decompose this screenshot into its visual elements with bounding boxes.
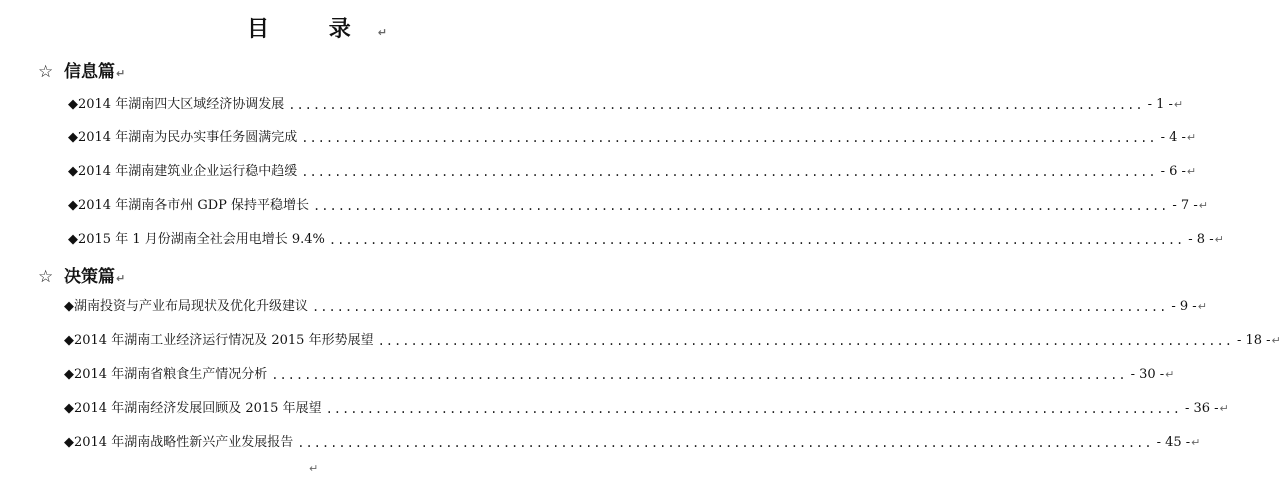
dot-leader: ........................................................................................................: [377, 334, 1233, 348]
paragraph-mark: ↵: [1173, 98, 1184, 111]
dot-leader: ........................................................................................................: [301, 165, 1157, 179]
toc-entry-label[interactable]: ◆2014 年湖南四大区域经济协调发展: [68, 97, 285, 112]
paragraph-mark: ↵: [1271, 334, 1281, 347]
paragraph-mark: ↵: [1191, 436, 1201, 449]
paragraph-mark: ↵: [116, 67, 126, 80]
toc-page-number: - 4 -: [1160, 130, 1186, 145]
dot-leader: ........................................................................................................: [313, 199, 1169, 213]
paragraph-mark: ↵: [1198, 199, 1208, 212]
dot-leader: ........................................................................................................: [271, 368, 1127, 382]
toc-entry[interactable]: [68, 128, 1197, 148]
toc-entry[interactable]: [68, 95, 1184, 115]
toc-entry[interactable]: [64, 331, 1281, 351]
star-icon: ☆: [38, 62, 54, 82]
toc-entry-label[interactable]: ◆2014 年湖南省粮食生产情况分析: [64, 367, 268, 382]
toc-page-number: - 6 -: [1160, 164, 1186, 179]
section-heading-info: [38, 57, 125, 82]
toc-entry[interactable]: [68, 230, 1224, 250]
section-title: 决策篇: [64, 267, 115, 287]
toc-entry[interactable]: [68, 162, 1197, 182]
toc-entry-label[interactable]: ◆2014 年湖南经济发展回顾及 2015 年展望: [64, 401, 322, 416]
toc-page-number: - 45 -: [1156, 435, 1191, 450]
toc-entry[interactable]: [64, 399, 1229, 419]
page-title: [0, 12, 634, 43]
toc-entry[interactable]: [64, 365, 1175, 385]
paragraph-mark: ↵: [1219, 402, 1229, 415]
star-icon: ☆: [38, 267, 54, 287]
toc-page-number: - 18 -: [1236, 333, 1271, 348]
toc-entry[interactable]: [64, 297, 1207, 317]
toc-entry-label[interactable]: ◆2015 年 1 月份湖南全社会用电增长 9.4%: [68, 232, 325, 247]
toc-page-number: - 8 -: [1188, 232, 1214, 247]
section-title: 信息篇: [64, 62, 115, 82]
toc-page-number: - 30 -: [1130, 367, 1165, 382]
dot-leader: ........................................................................................................: [288, 98, 1144, 112]
section-heading-decision: [38, 262, 125, 287]
paragraph-mark: ↵: [1214, 233, 1224, 246]
toc-entry[interactable]: [68, 196, 1208, 216]
dot-leader: ........................................................................................................: [297, 436, 1153, 450]
toc-entry-label[interactable]: ◆2014 年湖南为民办实事任务圆满完成: [68, 130, 298, 145]
dot-leader: ........................................................................................................: [301, 131, 1157, 145]
toc-entry-label[interactable]: ◆2014 年湖南工业经济运行情况及 2015 年形势展望: [64, 333, 374, 348]
toc-entry-label[interactable]: ◆2014 年湖南建筑业企业运行稳中趋缓: [68, 164, 298, 179]
paragraph-mark: ↵: [1197, 300, 1207, 313]
toc-page-number: - 9 -: [1171, 299, 1197, 314]
toc-page-number: - 36 -: [1184, 401, 1219, 416]
dot-leader: ........................................................................................................: [328, 233, 1185, 247]
dot-leader: ........................................................................................................: [325, 402, 1181, 416]
paragraph-mark: ↵: [377, 26, 413, 39]
toc-entry-label[interactable]: ◆湖南投资与产业布局现状及优化升级建议: [64, 299, 308, 314]
toc-page-number: - 1 -: [1147, 97, 1173, 112]
toc-page-number: - 7 -: [1172, 198, 1198, 213]
toc-entry-label[interactable]: ◆2014 年湖南战略性新兴产业发展报告: [64, 435, 294, 450]
paragraph-mark: ↵: [1186, 165, 1197, 178]
paragraph-mark: ↵: [1186, 131, 1197, 144]
paragraph-mark-end: ↵: [309, 462, 319, 475]
paragraph-mark: ↵: [116, 272, 126, 285]
toc-entry[interactable]: [64, 433, 1201, 453]
toc-entry-label[interactable]: ◆2014 年湖南各市州 GDP 保持平稳增长: [68, 198, 310, 213]
page-title-text: 目 录: [247, 16, 377, 42]
paragraph-mark: ↵: [1165, 368, 1175, 381]
dot-leader: ........................................................................................................: [312, 300, 1168, 314]
